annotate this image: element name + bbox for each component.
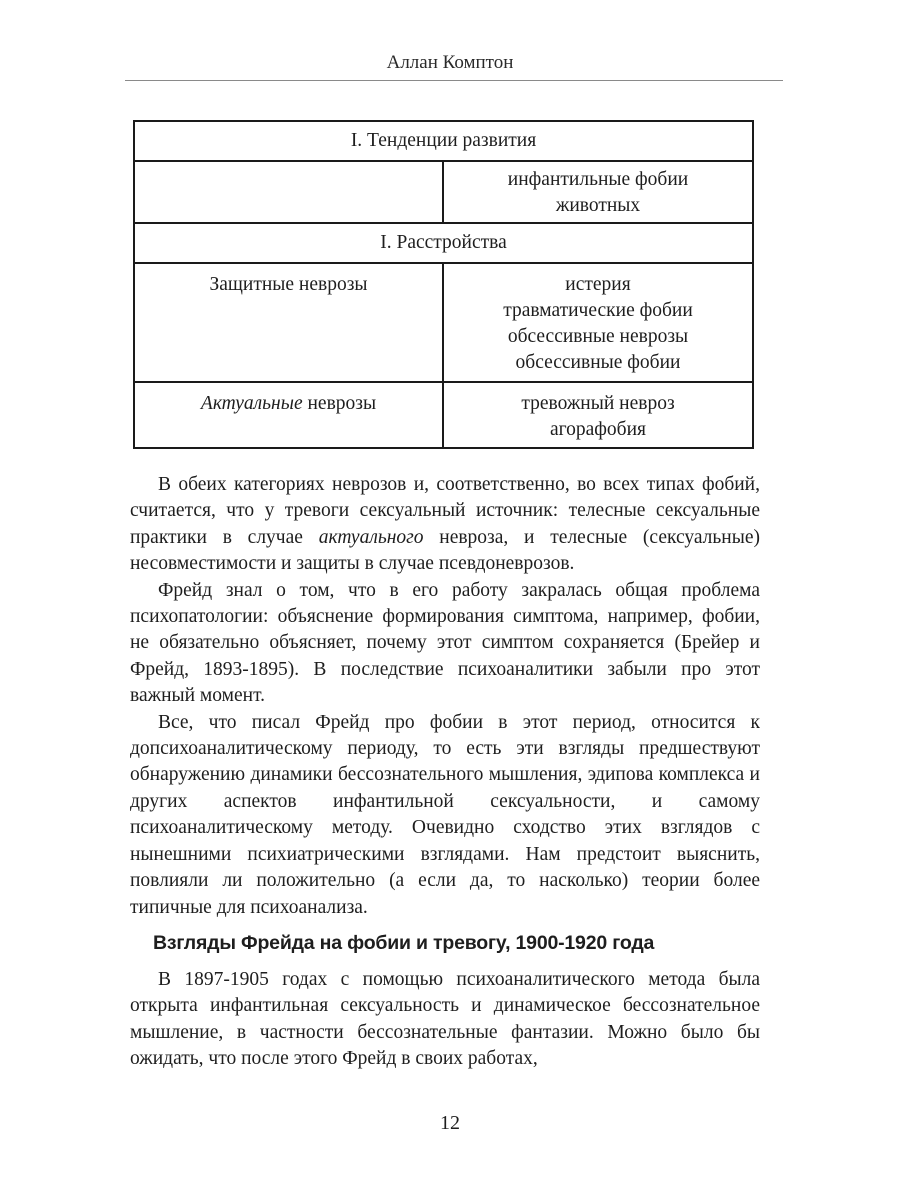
table-cell-right <box>443 382 753 448</box>
cell-line: обсессивные фобии <box>515 352 681 373</box>
table-row <box>134 382 753 448</box>
section-heading: Взгляды Фрейда на фобии и тревогу, 1900-1920 года <box>153 932 655 954</box>
table-row <box>134 263 753 382</box>
header-rule <box>125 80 783 81</box>
table-cell-left <box>134 161 443 223</box>
paragraph-italic: актуального <box>318 526 424 548</box>
cell-line: агорафобия <box>549 419 647 440</box>
table-cell-left <box>134 263 443 382</box>
table-section-row <box>134 223 753 263</box>
paragraph <box>130 472 760 578</box>
cell-line: травматические фобии <box>503 300 693 321</box>
table-cell-right <box>443 263 753 382</box>
body-text <box>130 472 760 921</box>
neuroses-table <box>133 120 754 449</box>
cell-line: тревожный невроз <box>521 393 675 414</box>
cell-italic: Актуальные <box>200 393 303 414</box>
page-number: 12 <box>440 1112 460 1134</box>
paragraph-text: невроза, и телесные (сексуальные) несовместимости и защиты в случае псевдоневрозов. <box>130 526 760 575</box>
section-body <box>130 967 760 1073</box>
cell-line: истерия <box>565 274 631 295</box>
table-section-title: I. Расстройства <box>134 223 753 263</box>
paragraph-text: В обеих категориях неврозов и, соответственно, во всех типах фобий, считается, что у тревоги сексуальный источник: телесные сексуальные практики в случае <box>130 474 760 548</box>
table-row <box>134 161 753 223</box>
table-cell-right <box>443 161 753 223</box>
paragraph: Фрейд знал о том, что в его работу закралась общая проблема психопатологии: объяснение формирования симптома, например, фобии, не обязательно объясняет, почему этот симптом сохраняется (Брейер и Фрейд, 1893-1895). В последствие психоаналитики забыли про этот важный момент. <box>130 579 760 707</box>
paragraph: В 1897-1905 годах с помощью психоаналитического метода была открыта инфантильная сексуальность и динамическое бессознательное мышление, в частности бессознательные фантазии. Можно было бы ожидать, что после этого Фрейд в своих работах, <box>130 969 760 1070</box>
running-head: Аллан Комптон <box>386 52 514 73</box>
cell-line: инфантильные фобии <box>507 169 689 190</box>
cell-text: Защитные неврозы <box>209 274 368 295</box>
paragraph: Все, что писал Фрейд про фобии в этот период, относится к допсихоаналитическому периоду, то есть эти взгляды предшествуют обнаружению динамики бессознательного мышления, эдипова комплекса и других аспектов инфантильной сексуальности, и самому психоаналитическому методу. Очевидно сходство этих взглядов с нынешними психиатрическими взглядами. Нам предстоит выяснить, повлияли ли положительно (а если да, то насколько) теории более типичные для психоанализа. <box>130 711 760 918</box>
table-section-row <box>134 121 753 161</box>
cell-line: животных <box>555 195 641 216</box>
cell-line: обсессивные неврозы <box>507 326 689 347</box>
cell-text: неврозы <box>302 393 377 414</box>
table-cell-left <box>134 382 443 448</box>
table-section-title: I. Тенденции развития <box>134 121 753 161</box>
